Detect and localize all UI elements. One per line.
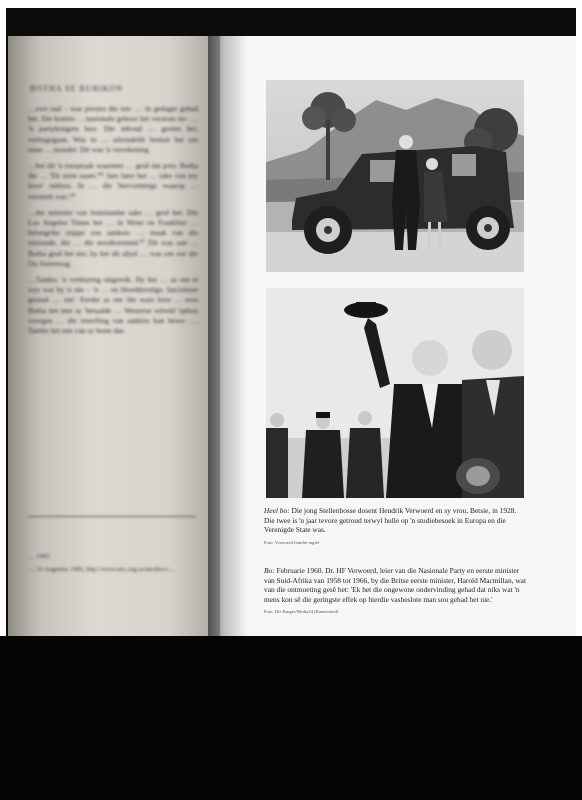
photo-couple-with-car [266,80,524,272]
left-paragraph: …ewe taal – was presies die ten- … in gedagte gehad het. Die kontin- …nasionale gehoor het verstom ter- … 'n partykongres hou. Die inhoud … gesien het, verbygegaan. Was in … uiteindelik besluit het om staat- …moeder. Dit was 'n verrekening [28,104,198,154]
running-head: BOTHA SE RUBIKON [30,84,123,93]
footnote: … 1985. [28,553,51,560]
photo-credit: Foto: Die Burger/Media24 (Kamerstoel) [264,609,339,615]
footnotes [28,552,198,578]
caption-bottom-photo [264,566,528,617]
photo-verwoerd-macmillan [266,288,524,498]
book-gutter-shadow [208,36,248,636]
caption-text: Februarie 1960. Dr. HF Verwoerd, leier van die Nasionale Party en eerste minister van Suid-Afrika van 1958 tot 1966, by die Britse eerste minister, Harold Macmillan, wat van die ontmoeting gesê het: 'Ek het die ongewone ondervinding gehad dat niks wat 'n mens kon sê die geringste effek op hierdie vasbeslote man sou gehad het nie.' [264,566,527,604]
caption-top-photo [264,506,528,547]
photo-verwoerd-macmillan-image [266,288,524,498]
photo-credit: Foto: Verwoerd-familie-argief [264,539,320,545]
left-page-blur-layer [8,36,220,636]
caption-lead: Bo: [264,566,275,575]
caption-text: Die jong Stellenbosse dosent Hendrik Verwoerd en sy vrou, Betsie, in 1928. Die twee is 'n jaar tevore getroud terwyl hulle op 'n studiebesoek in Europa en die Verenigde State was. [264,506,517,535]
footnote: … 16 Augustus 1985, http://www.anc.org.za/ancdocs/… [28,566,175,573]
right-page [240,36,576,636]
left-paragraph: …die minister van buitelandse sake … gesê het. Die Los Angeles Times het … in Wene en Frankfurt … belangrike stappe sou aankon- … maak van die tuislande, die … die noodtoestand.⁹⁷ Dit was aan … Botha gesê het nie; hy het dit altyd … was om oor die Ou Sterrewag [28,207,198,268]
photo-couple-with-car-image [266,80,524,272]
caption-lead: Heel bo: [264,506,290,515]
footnote-rule [28,516,196,517]
left-body-text [28,104,198,342]
left-paragraph: …het dit 'n toespraak waarmee … gesê dat pres. Botha die … 'Ek stem saam.'⁹⁵ Jare later het … take van my lewe' onthou. In … die 'hervormings waarop … versteek was'.⁹⁶ [28,161,198,201]
scan-background-bottom [0,636,582,800]
left-paragraph: …Tambo, 'n verklaring uitgereik. Hy het … as om te wys wat hy is nie – 'n … en bloeddorstige, fascistiese gesind- … nie'. Eerder as om 'die ware leier … wou Botha net met sy 'betaalde … Westerse wêreld 'ophou voorgee … die instelling van sankies kan bewe- … Tambo het een van sy beste dae [28,275,198,336]
left-page [8,36,220,636]
book-spread [8,36,576,636]
